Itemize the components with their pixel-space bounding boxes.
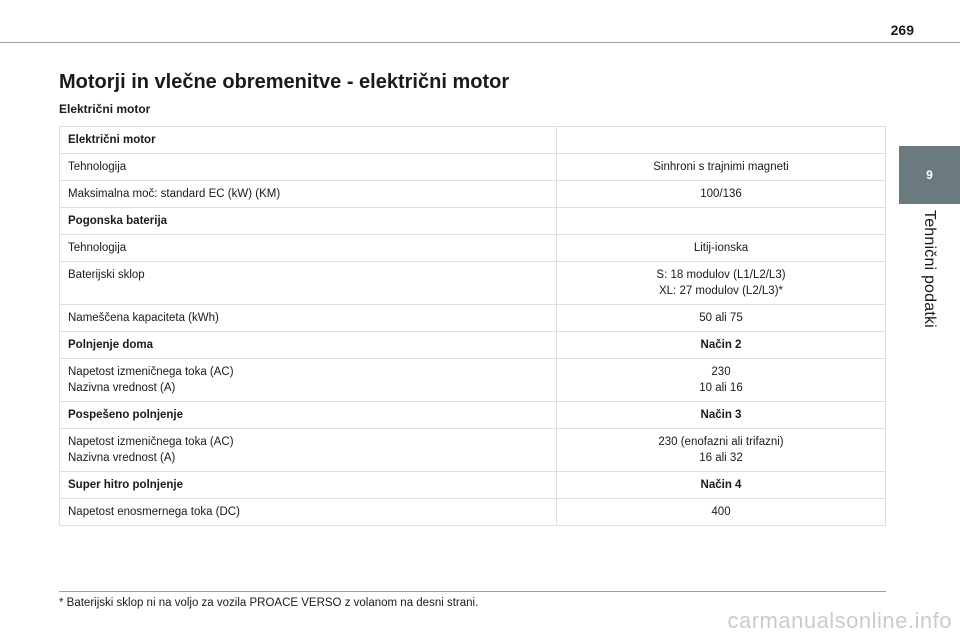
chapter-tab — [899, 146, 960, 204]
row-value: XL: 27 modulov (L2/L3)* — [658, 285, 784, 297]
row-value-cell — [557, 305, 886, 332]
row-label: Tehnologija — [68, 161, 127, 173]
row-label-cell — [60, 499, 557, 526]
section-subtitle: Električni motor — [59, 102, 151, 116]
row-value: Litij-ionska — [693, 242, 749, 254]
row-value-cell — [557, 235, 886, 262]
row-value: Način 2 — [700, 339, 742, 351]
row-label: Pospešeno polnjenje — [68, 409, 184, 421]
row-label-cell — [60, 402, 557, 429]
row-label: Električni motor — [68, 134, 156, 146]
row-label: Nazivna vrednost (A) — [68, 382, 176, 394]
row-value-cell — [557, 332, 886, 359]
table-row — [60, 359, 886, 402]
row-value-cell — [557, 208, 886, 235]
row-label: Super hitro polnjenje — [68, 479, 184, 491]
row-label: Tehnologija — [68, 242, 127, 254]
footnote: * Baterijski sklop ni na voljo za vozila PROACE VERSO z volanom na desni strani. — [59, 597, 479, 609]
row-label: Napetost izmeničnega toka (AC) — [68, 436, 234, 448]
table-row — [60, 235, 886, 262]
row-value-cell — [557, 359, 886, 402]
row-value: 16 ali 32 — [699, 452, 743, 464]
row-value: 50 ali 75 — [699, 312, 743, 324]
watermark: carmanualsonline.info — [727, 608, 952, 633]
row-label: Baterijski sklop — [68, 269, 145, 281]
row-label-cell — [60, 472, 557, 499]
row-value: S: 18 modulov (L1/L2/L3) — [656, 269, 786, 281]
table-row — [60, 429, 886, 472]
page-number: 269 — [890, 22, 914, 38]
row-value: Sinhroni s trajnimi magneti — [653, 161, 789, 173]
table-row — [60, 181, 886, 208]
row-value-cell — [557, 127, 886, 154]
row-value: Način 4 — [700, 479, 742, 491]
row-label-cell — [60, 429, 557, 472]
page-title: Motorji in vlečne obremenitve - električni motor — [59, 71, 510, 93]
row-label-cell — [60, 359, 557, 402]
table-section-header — [60, 127, 886, 154]
row-label-cell — [60, 305, 557, 332]
row-label: Napetost izmeničnega toka (AC) — [68, 366, 234, 378]
row-label-cell — [60, 235, 557, 262]
row-value: 230 (enofazni ali trifazni) — [658, 436, 784, 448]
row-value-cell — [557, 499, 886, 526]
row-label-cell — [60, 208, 557, 235]
row-value: 10 ali 16 — [699, 382, 743, 394]
table-section-header — [60, 332, 886, 359]
table-row — [60, 154, 886, 181]
table-section-header — [60, 472, 886, 499]
row-label: Maksimalna moč: standard EC (kW) (KM) — [68, 188, 281, 200]
row-label: Pogonska baterija — [68, 215, 168, 227]
row-label: Nameščena kapaciteta (kWh) — [68, 312, 219, 324]
row-value-cell — [557, 402, 886, 429]
table-section-header — [60, 402, 886, 429]
row-label: Nazivna vrednost (A) — [68, 452, 176, 464]
chapter-number: 9 — [926, 168, 933, 182]
table-row — [60, 262, 886, 305]
spec-table-body — [60, 127, 886, 526]
spec-table — [59, 126, 886, 526]
row-value: 230 — [711, 366, 731, 378]
table-row — [60, 305, 886, 332]
row-label-cell — [60, 181, 557, 208]
row-value: Način 3 — [700, 409, 742, 421]
row-label-cell — [60, 127, 557, 154]
row-value-cell — [557, 181, 886, 208]
row-value: 400 — [711, 506, 731, 518]
footnote-divider — [59, 591, 886, 592]
row-value-cell — [557, 154, 886, 181]
row-value-cell — [557, 262, 886, 305]
row-label-cell — [60, 154, 557, 181]
row-label: Napetost enosmernega toka (DC) — [68, 506, 240, 518]
header-divider — [0, 42, 960, 43]
row-value: 100/136 — [700, 188, 742, 200]
row-value-cell — [557, 429, 886, 472]
chapter-title: Tehnični podatki — [921, 210, 938, 328]
row-label: Polnjenje doma — [68, 339, 153, 351]
row-value-cell — [557, 472, 886, 499]
table-row — [60, 499, 886, 526]
row-label-cell — [60, 262, 557, 305]
row-label-cell — [60, 332, 557, 359]
table-section-header — [60, 208, 886, 235]
